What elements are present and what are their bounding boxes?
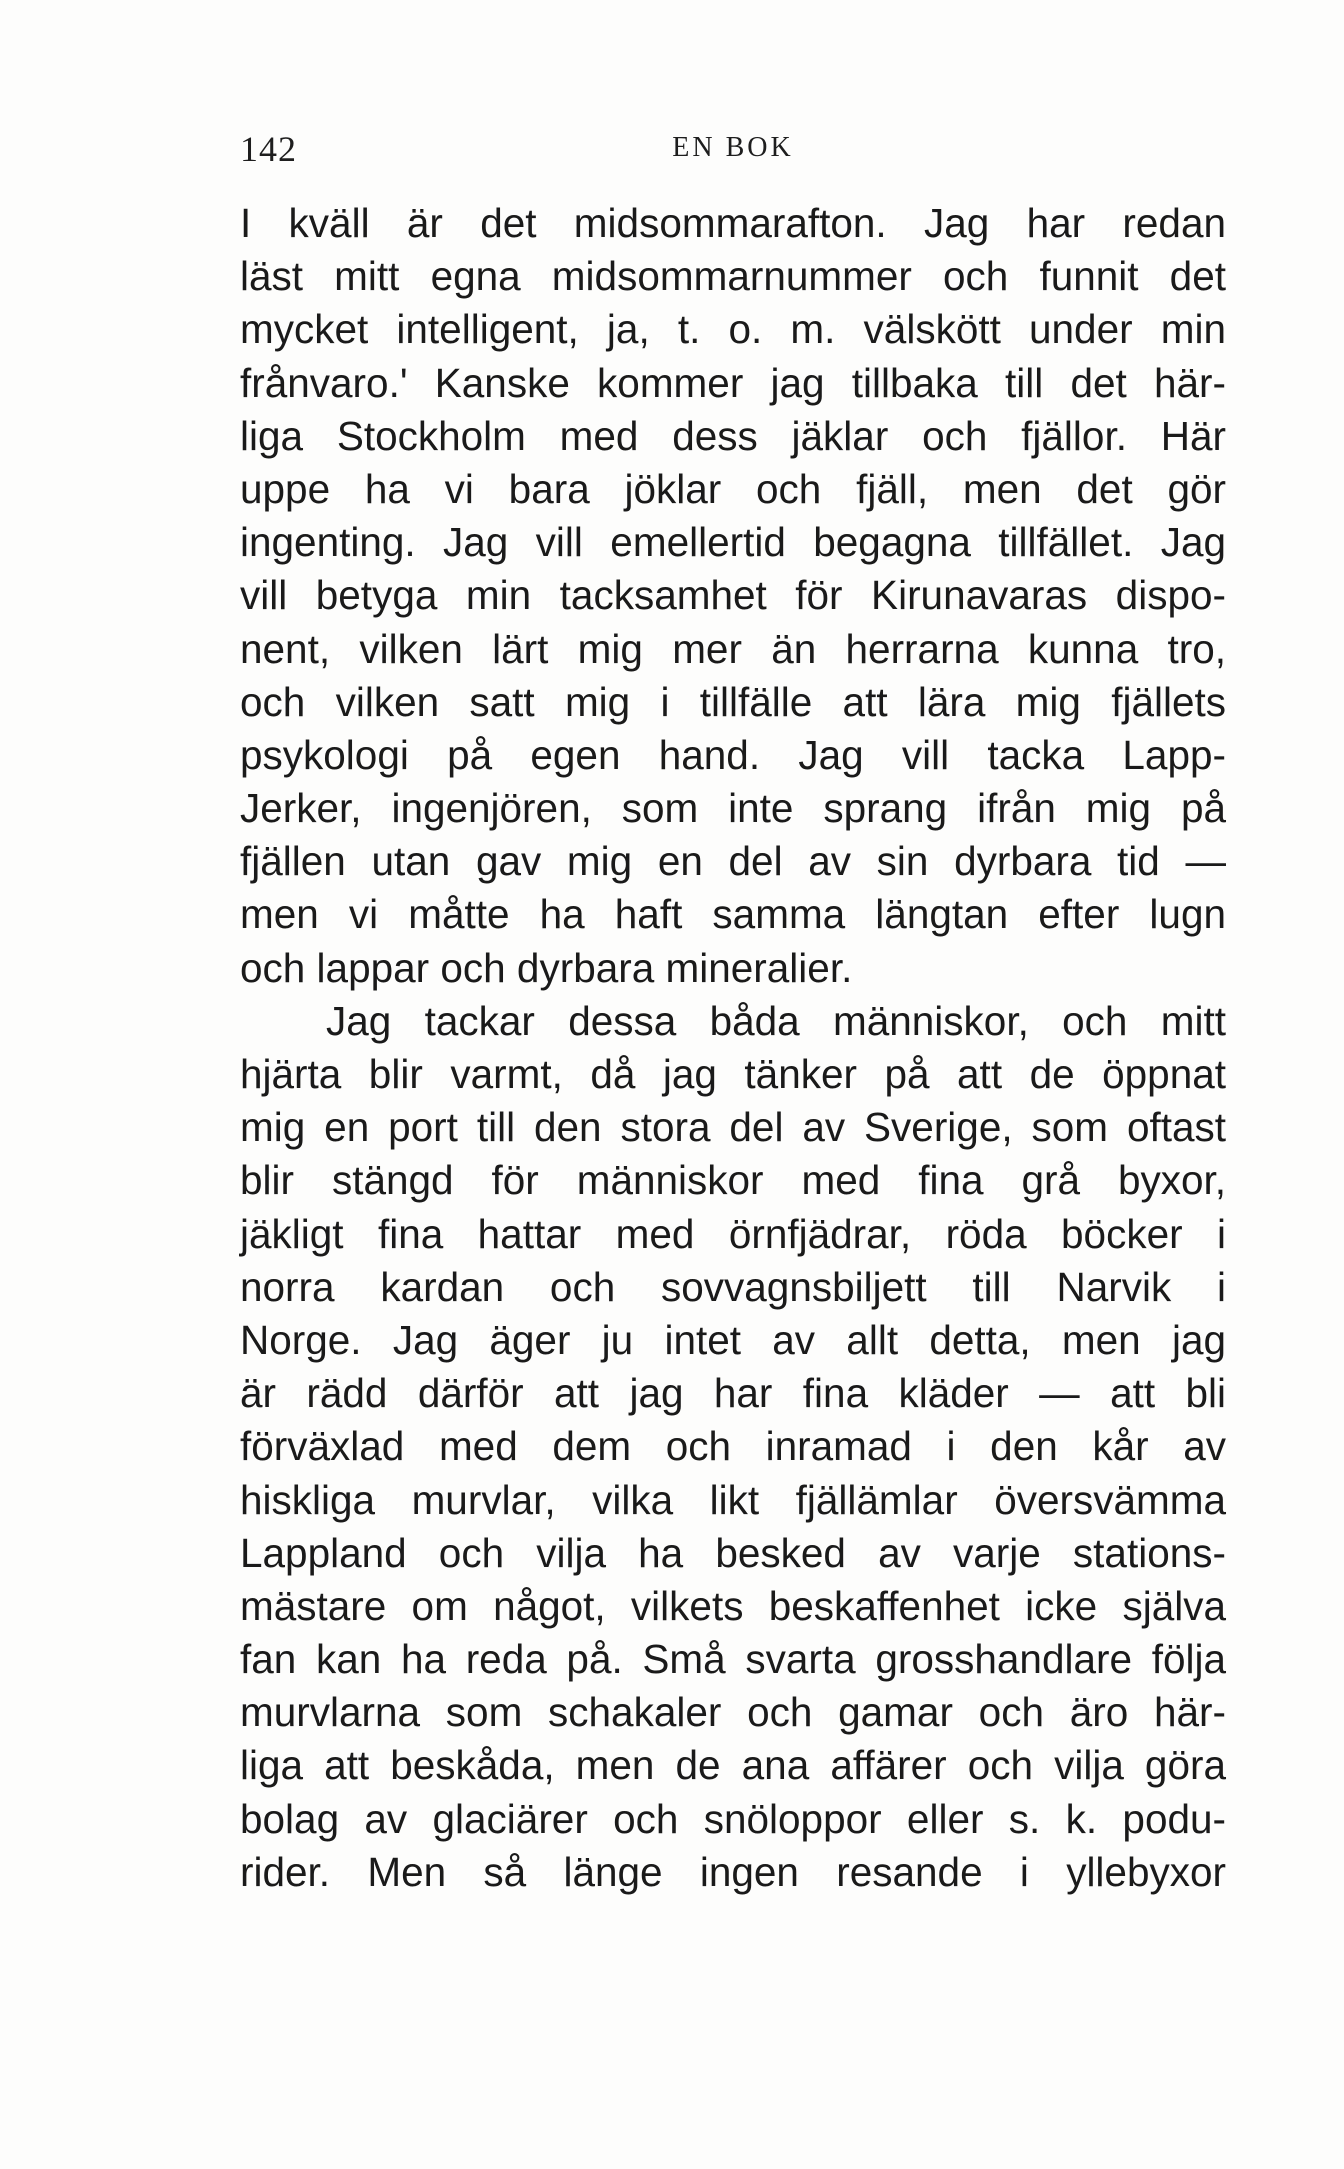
text-line: och vilken satt mig i tillfälle att lära mig fjällets: [240, 678, 1226, 725]
text-line: frånvaro.' Kanske kommer jag tillbaka till det här-: [240, 359, 1226, 406]
page-number: 142: [240, 129, 297, 169]
text-line: psykologi på egen hand. Jag vill tacka Lapp-: [240, 731, 1226, 778]
text-line: uppe ha vi bara jöklar och fjäll, men det gör: [240, 465, 1226, 512]
text-line: Lappland och vilja ha besked av varje stations-: [240, 1529, 1226, 1576]
text-line: fjällen utan gav mig en del av sin dyrbara tid —: [240, 838, 1226, 885]
text-line: ingenting. Jag vill emellertid begagna tillfället. Jag: [240, 519, 1226, 566]
text-line: men vi måtte ha haft samma längtan efter lugn: [240, 891, 1226, 938]
text-line: förväxlad med dem och inramad i den kår av: [240, 1423, 1226, 1470]
text-line: mycket intelligent, ja, t. o. m. välskött under min: [240, 306, 1226, 353]
text-line: jäkligt fina hattar med örnfjädrar, röda böcker i: [240, 1210, 1226, 1257]
text-line: murvlarna som schakaler och gamar och äro här-: [240, 1689, 1226, 1736]
text-line: mig en port till den stora del av Sverige, som oftast: [240, 1104, 1226, 1151]
text-line: Norge. Jag äger ju intet av allt detta, men jag: [240, 1316, 1226, 1363]
running-head: EN BOK: [672, 132, 794, 163]
text-line: och lappar och dyrbara mineralier.: [240, 944, 853, 991]
paragraph-2: [240, 995, 1226, 1899]
text-line: är rädd därför att jag har fina kläder — att bli: [240, 1370, 1226, 1417]
text-line: fan kan ha reda på. Små svarta grosshandlare följa: [240, 1636, 1226, 1683]
text-line: nent, vilken lärt mig mer än herrarna kunna tro,: [240, 625, 1226, 672]
paragraph-1: [240, 197, 1226, 995]
body-text: [240, 197, 1226, 1899]
text-line: hiskliga murvlar, vilka likt fjällämlar översvämma: [240, 1476, 1226, 1523]
text-line: mästare om något, vilkets beskaffenhet icke själva: [240, 1582, 1226, 1629]
text-line: rider. Men så länge ingen resande i yllebyxor: [240, 1848, 1226, 1895]
text-line: hjärta blir varmt, då jag tänker på att de öppnat: [240, 1051, 1226, 1097]
page-header: [240, 128, 1226, 176]
text-line: vill betyga min tacksamhet för Kirunavaras dispo-: [240, 572, 1226, 619]
text-line: bolag av glaciärer och snöloppor eller s. k. podu-: [240, 1795, 1226, 1842]
text-line: liga att beskåda, men de ana affärer och vilja göra: [240, 1742, 1226, 1789]
text-line: I kväll är det midsommarafton. Jag har redan: [240, 200, 1226, 246]
text-line: läst mitt egna midsommarnummer och funnit det: [240, 253, 1226, 300]
text-line: norra kardan och sovvagnsbiljett till Narvik i: [240, 1263, 1226, 1310]
text-line: Jag tackar dessa båda människor, och mitt: [326, 997, 1226, 1044]
text-line: Jerker, ingenjören, som inte sprang ifrån mig på: [240, 785, 1226, 832]
text-line: blir stängd för människor med fina grå byxor,: [240, 1157, 1226, 1204]
text-line: liga Stockholm med dess jäklar och fjällor. Här: [240, 412, 1226, 459]
